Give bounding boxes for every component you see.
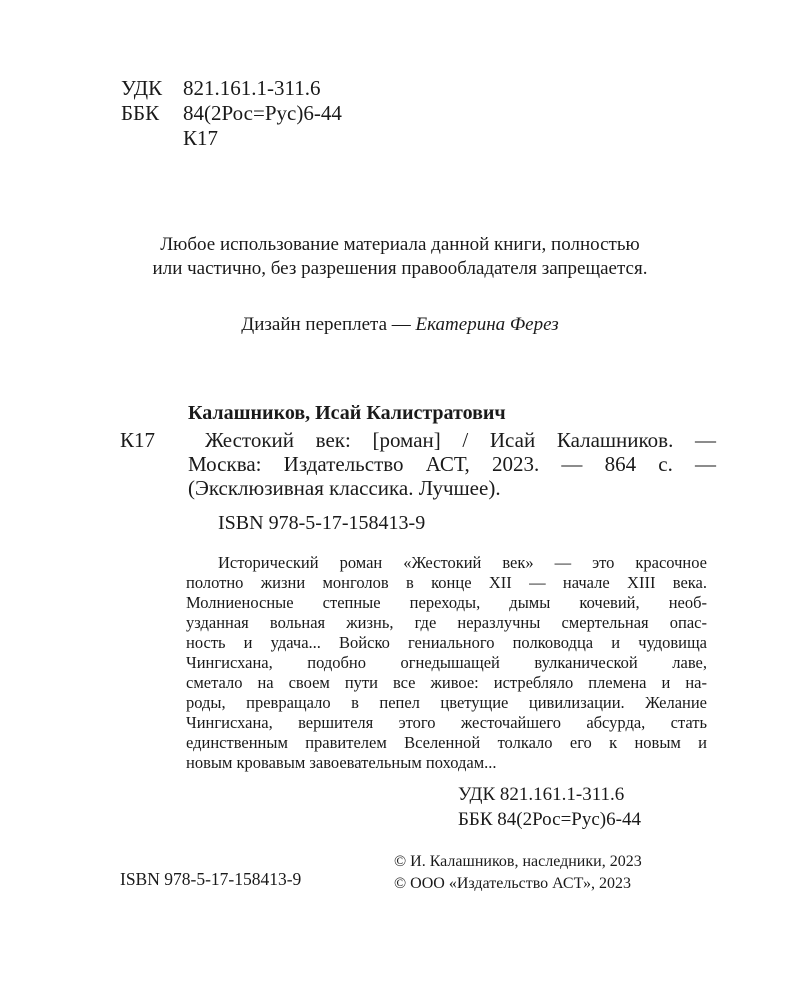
bottom-classification-codes xyxy=(458,782,641,832)
top-classification-codes xyxy=(121,76,342,151)
bottom-bbk: ББК 84(2Рос=Рус)6-44 xyxy=(458,809,641,830)
catalog-author-mark: К17 xyxy=(120,428,156,452)
book-annotation xyxy=(186,553,707,773)
annotation-line: роды, превращало в пепел цветущие цивилизации. Желание xyxy=(186,693,707,712)
rights-notice-line-2: или частично, без разрешения правообладателя запрещается. xyxy=(152,258,648,279)
cover-design-credit xyxy=(100,314,700,336)
cover-designer-name: Екатерина Ферез xyxy=(415,314,559,335)
copyright-publisher: © ООО «Издательство АСТ», 2023 xyxy=(394,875,631,892)
udk-label: УДК xyxy=(121,76,163,100)
rights-notice xyxy=(100,233,700,281)
catalog-line-1: Жестокий век: [роман] / Исай Калашников. — xyxy=(205,428,716,452)
bottom-udk: УДК 821.161.1-311.6 xyxy=(458,784,625,805)
udk-row xyxy=(121,76,342,101)
annotation-line: новым кровавым завоевательным походам... xyxy=(186,753,497,772)
annotation-line: единственным правителем Вселенной толкало его к новым и xyxy=(186,733,707,752)
catalog-author-heading: Калашников, Исай Калистратович xyxy=(188,402,506,424)
copyright-author: © И. Калашников, наследники, 2023 xyxy=(394,853,642,870)
catalog-description xyxy=(188,428,716,500)
annotation-line: полотно жизни монголов в конце XII — начале XIII века. xyxy=(186,573,707,592)
annotation-line: ность и удача... Войско гениального полководца и чудовища xyxy=(186,633,707,652)
bbk-value: 84(2Рос=Рус)6-44 xyxy=(183,101,342,125)
rights-notice-line-1: Любое использование материала данной книги, полностью xyxy=(160,234,640,255)
catalog-line-3: (Эксклюзивная классика. Лучшее). xyxy=(188,476,501,500)
annotation-line: узданная вольная жизнь, где неразлучны смертельная опас- xyxy=(186,613,707,632)
annotation-line: Исторический роман «Жестокий век» — это красочное xyxy=(218,553,707,572)
author-mark: К17 xyxy=(183,126,219,150)
copyright-block xyxy=(394,851,642,895)
bbk-row xyxy=(121,101,342,126)
annotation-line: Молниеносные степные переходы, дымы кочевий, необ- xyxy=(186,593,707,612)
annotation-line: Чингисхана, подобно огнедышащей вулканической лаве, xyxy=(186,653,707,672)
isbn-main: ISBN 978-5-17-158413-9 xyxy=(218,512,426,534)
isbn-bottom: ISBN 978-5-17-158413-9 xyxy=(120,869,302,889)
bbk-label: ББК xyxy=(121,101,160,125)
author-mark-row xyxy=(121,126,342,151)
annotation-line: сметало на своем пути все живое: истребляло племена и на- xyxy=(186,673,707,692)
udk-value: 821.161.1-311.6 xyxy=(183,76,321,100)
cover-design-label: Дизайн переплета — xyxy=(241,314,416,335)
catalog-line-2: Москва: Издательство АСТ, 2023. — 864 с. — xyxy=(188,452,716,476)
annotation-line: Чингисхана, вершителя этого жесточайшего абсурда, стать xyxy=(186,713,707,732)
